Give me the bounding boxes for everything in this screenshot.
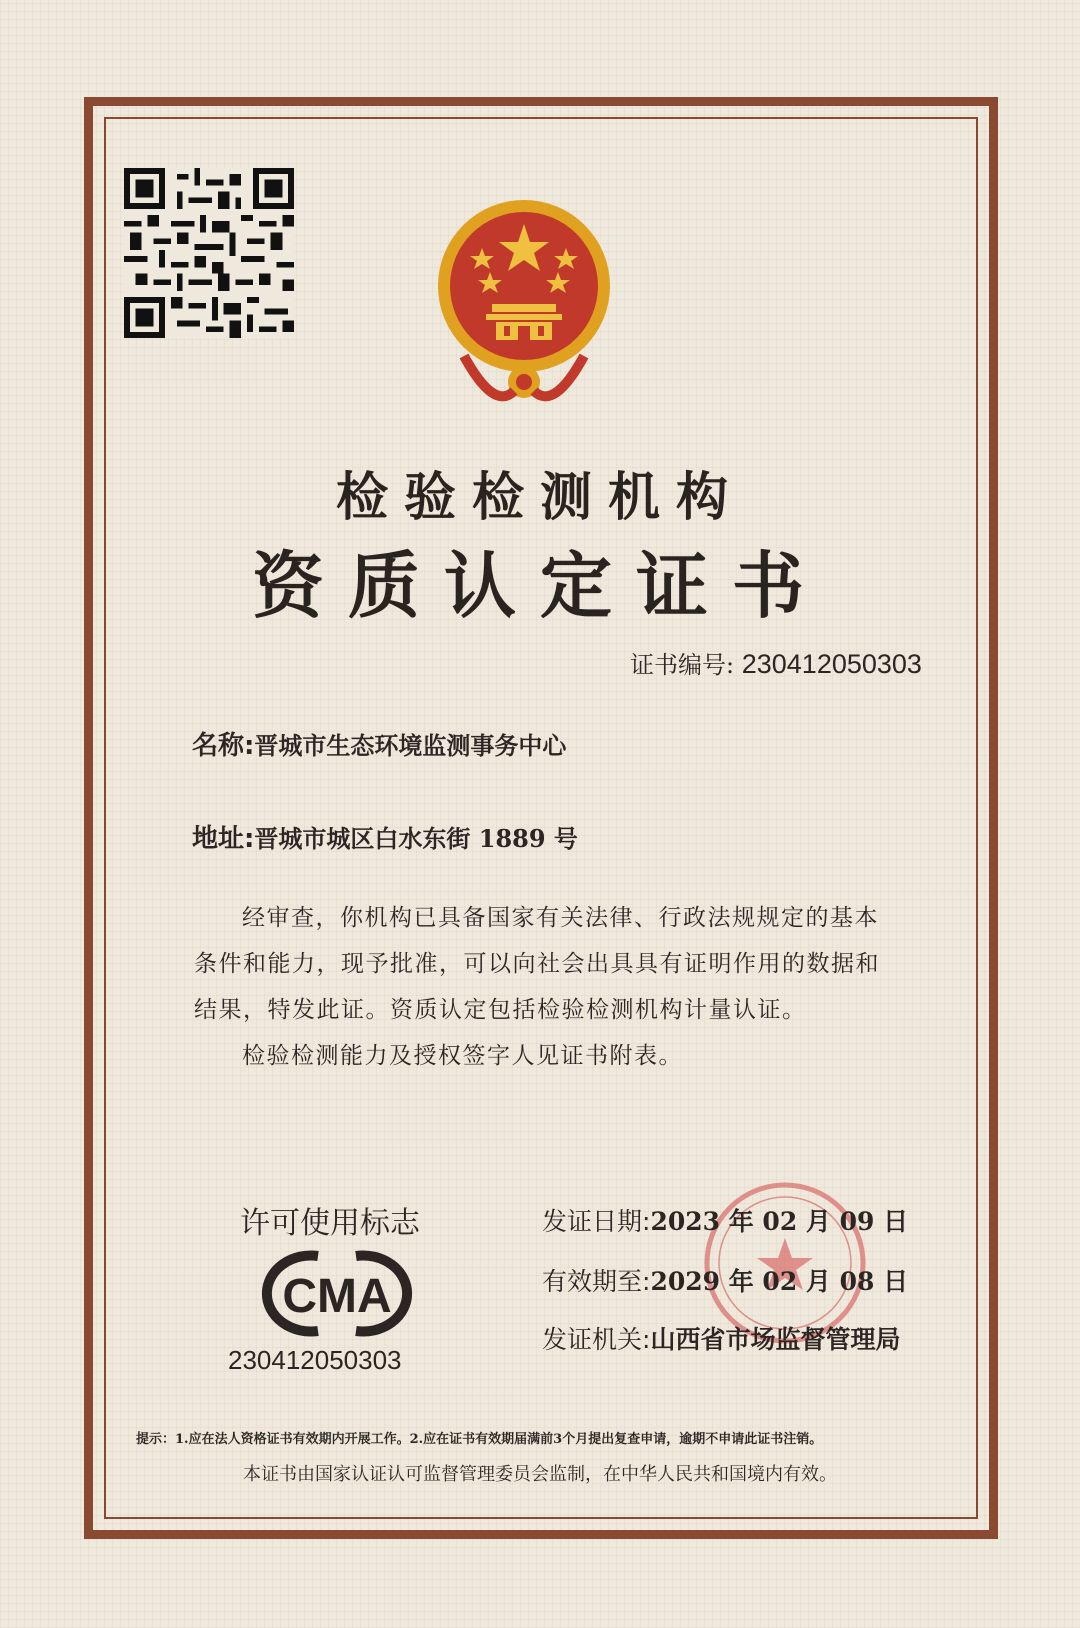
organization-name-value: 晋城市生态环境监测事务中心 (254, 731, 567, 760)
issuing-authority (542, 1320, 900, 1356)
cma-logo-text: CMA (282, 1270, 392, 1323)
certificate-body (194, 895, 894, 1079)
issuing-authority-value: 山西省市场监督管理局 (650, 1325, 901, 1354)
license-mark-title: 许可使用标志 (240, 1206, 420, 1241)
organization-address-field (192, 818, 578, 855)
issue-date-label: 发证日期: (542, 1207, 651, 1236)
title-line-1: 检验检测机构 (335, 468, 744, 528)
cma-logo-icon (258, 1246, 416, 1341)
organization-name-field (192, 725, 566, 762)
notice-text: 提示：1.应在法人资格证书有效期内开展工作。2.应在证书有效期届满前3个月提出复查申请，逾期不申请此证书注销。 (136, 1432, 823, 1447)
organization-address-label: 地址: (192, 824, 255, 854)
title-line-2: 资质认定证书 (251, 544, 828, 628)
body-paragraph-2: 检验检测能力及授权签字人见证书附表。 (242, 1043, 683, 1069)
qr-code (124, 168, 294, 338)
issuing-authority-label: 发证机关: (542, 1325, 651, 1354)
certificate-number (630, 645, 922, 680)
organization-address-value: 晋城市城区白水东街 1889 号 (254, 824, 578, 853)
valid-until-value: 2029 年 02 月 08 日 (650, 1267, 909, 1296)
certificate-number-value: 230412050303 (741, 649, 922, 679)
footer-text: 本证书由国家认证认可监督管理委员会监制，在中华人民共和国境内有效。 (243, 1464, 837, 1485)
issue-date-value: 2023 年 02 月 09 日 (650, 1207, 909, 1236)
body-paragraph-1: 经审查，你机构已具备国家有关法律、行政法规规定的基本条件和能力，现予批准，可以向社会出具具有证明作用的数据和结果，特发此证。资质认定包括检验检测机构计量认证。 (194, 905, 880, 1023)
license-mark-number: 230412050303 (228, 1345, 402, 1375)
valid-until (542, 1262, 908, 1298)
organization-name-label: 名称: (192, 731, 255, 761)
certificate-number-label: 证书编号: (630, 651, 735, 679)
valid-until-label: 有效期至: (542, 1267, 651, 1296)
issue-date (542, 1202, 908, 1238)
national-emblem-icon (434, 186, 614, 416)
